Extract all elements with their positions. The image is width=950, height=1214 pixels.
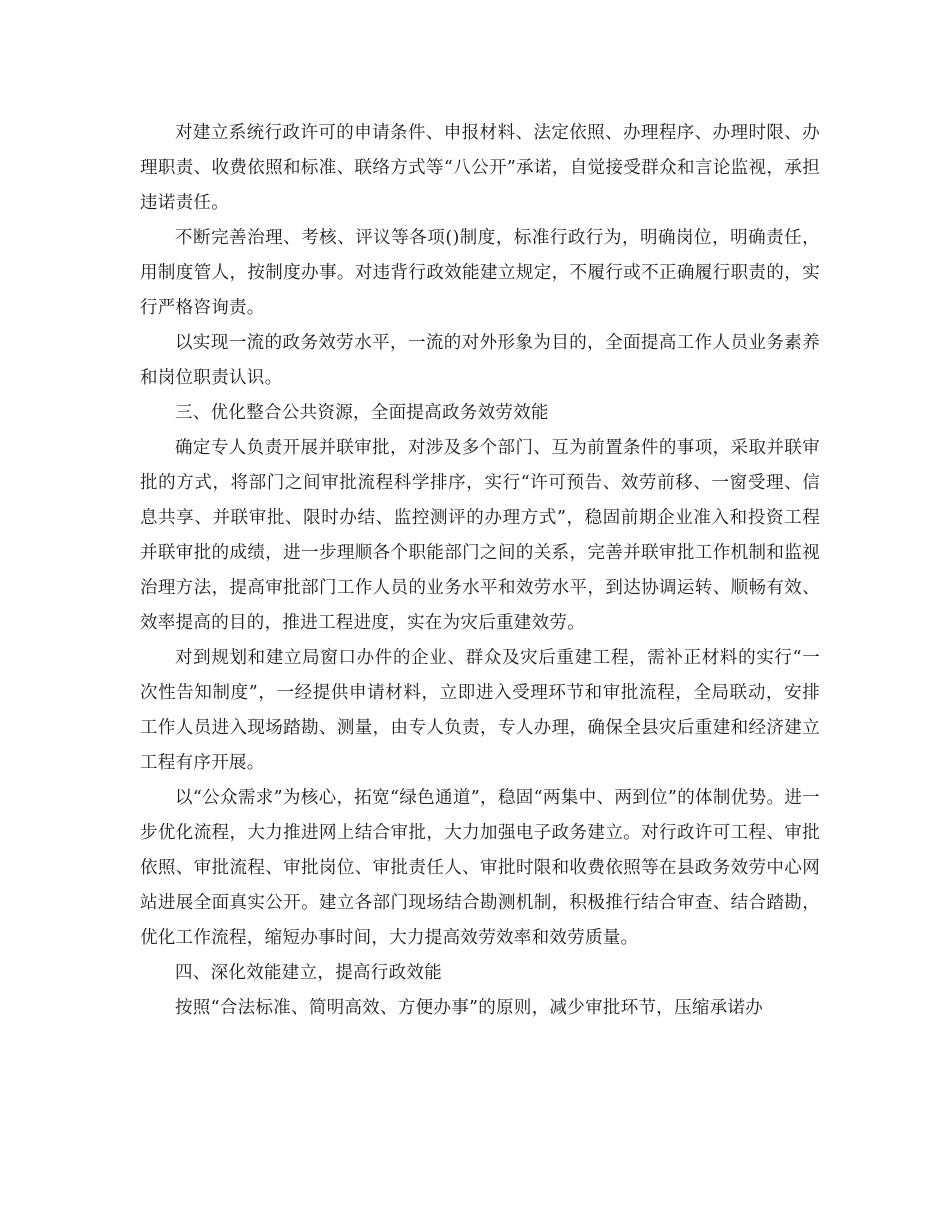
paragraph-one-time-notice: 对到规划和建立局窗口办件的企业、群众及灾后重建工程，需补正材料的实行“一次性告知制度”，一经提供申请材料，立即进入受理环节和审批流程，全局联动，安排工作人员进入现场踏勘、测量，由专人负责，专人办理，确保全县灾后重建和经济建立工程有序开展。 [140,648,820,773]
section-heading-3: 三、优化整合公共资源，全面提高政务效劳效能 [175,403,549,423]
paragraph-disclosure-commitment: 对建立系统行政许可的申请条件、申报材料、法定依照、办理程序、办理时限、办理职责、收费依照和标准、联络方式等“八公开”承诺，自觉接受群众和言论监视，承担违诺责任。 [140,123,820,213]
document-body [140,116,820,1026]
paragraph-green-channel: 以“公众需求”为核心，拓宽“绿色通道”，稳固“两集中、两到位”的体制优势。进一步优化流程，大力推进网上结合审批，大力加强电子政务建立。对行政许可工程、审批依照、审批流程、审批岗位、审批责任人、审批时限和收费依照等在县政务效劳中心网站进展全面真实公开。建立各部门现场结合勘测机制，积极推行结合审查、结合踏勘，优化工作流程，缩短办事时间，大力提高效劳效率和效劳质量。 [140,788,820,948]
section-heading-4: 四、深化效能建立，提高行政效能 [175,963,442,983]
paragraph-parallel-approval: 确定专人负责开展并联审批，对涉及多个部门、互为前置条件的事项，采取并联审批的方式，将部门之间审批流程科学排序，实行“许可预告、效劳前移、一窗受理、信息共享、并联审批、限时办结、监控测评的办理方式”，稳固前期企业准入和投资工程并联审批的成绩，进一步理顺各个职能部门之间的关系，完善并联审批工作机制和监视治理方法，提高审批部门工作人员的业务水平和效劳水平，到达协调运转、顺畅有效、效率提高的目的，推进工程进度，实在为灾后重建效劳。 [140,438,820,633]
paragraph-service-level: 以实现一流的政务效劳水平，一流的对外形象为目的，全面提高工作人员业务素养和岗位职责认识。 [140,333,820,388]
paragraph-principles: 按照“合法标准、简明高效、方便办事”的原则，减少审批环节，压缩承诺办 [175,998,764,1018]
paragraph-system-improvement: 不断完善治理、考核、评议等各项()制度，标准行政行为，明确岗位，明确责任，用制度管人，按制度办事。对违背行政效能建立规定，不履行或不正确履行职责的，实行严格咨询责。 [140,228,820,318]
